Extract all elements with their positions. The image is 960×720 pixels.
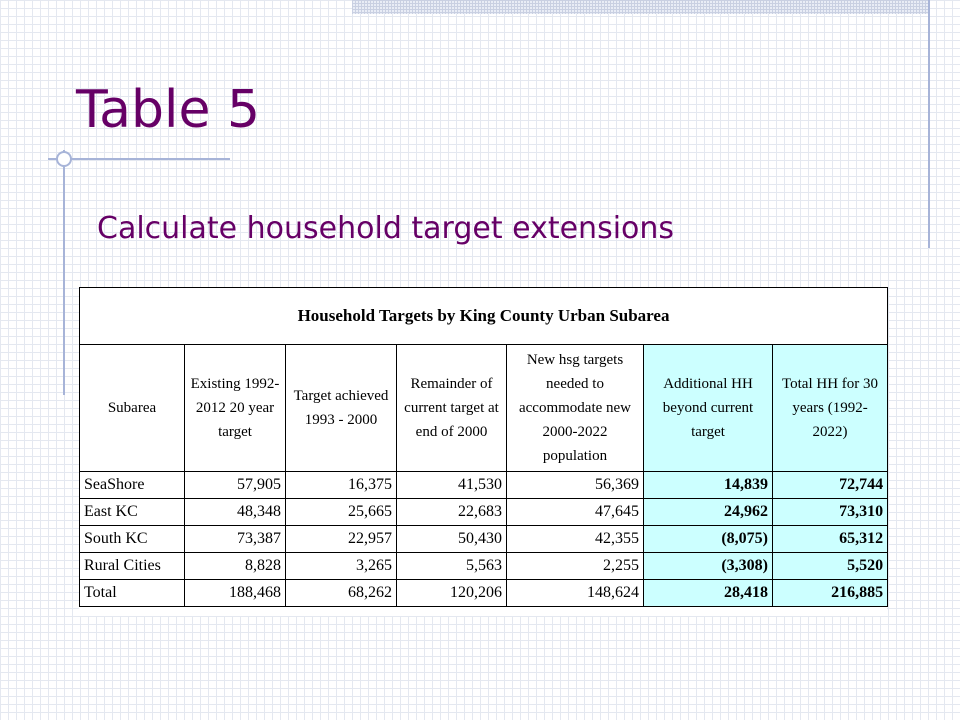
table-row (80, 472, 888, 499)
cell-subarea: Rural Cities (80, 553, 185, 580)
slide-title: Table 5 (76, 80, 261, 140)
cell-total-hh: 72,744 (773, 472, 888, 499)
table-title: Household Targets by King County Urban Subarea (80, 288, 888, 345)
column-header-target-achieved: Target achieved 1993 - 2000 (286, 345, 397, 472)
cell-subarea: South KC (80, 526, 185, 553)
column-header-existing-target: Existing 1992-2012 20 year target (185, 345, 286, 472)
cell-existing-target: 73,387 (185, 526, 286, 553)
table-row-total (80, 580, 888, 607)
cell-target-achieved: 25,665 (286, 499, 397, 526)
column-header-new-targets: New hsg targets needed to accommodate new 2000-2022 population (507, 345, 644, 472)
table-row (80, 553, 888, 580)
cell-remainder: 41,530 (397, 472, 507, 499)
cell-remainder: 22,683 (397, 499, 507, 526)
cell-existing-target: 8,828 (185, 553, 286, 580)
cell-target-achieved: 16,375 (286, 472, 397, 499)
cell-total-hh: 216,885 (773, 580, 888, 607)
cell-subarea: SeaShore (80, 472, 185, 499)
cell-additional-hh: 24,962 (644, 499, 773, 526)
column-header-remainder: Remainder of current target at end of 2000 (397, 345, 507, 472)
cell-additional-hh: (3,308) (644, 553, 773, 580)
decorative-horizontal-line (48, 158, 230, 160)
cell-subarea: Total (80, 580, 185, 607)
column-header-total-hh: Total HH for 30 years (1992-2022) (773, 345, 888, 472)
cell-remainder: 50,430 (397, 526, 507, 553)
cell-target-achieved: 3,265 (286, 553, 397, 580)
column-header-additional-hh: Additional HH beyond current target (644, 345, 773, 472)
cell-target-achieved: 22,957 (286, 526, 397, 553)
cell-new-targets: 2,255 (507, 553, 644, 580)
cell-existing-target: 57,905 (185, 472, 286, 499)
household-targets-table (79, 287, 888, 607)
slide-subtitle: Calculate household target extensions (97, 211, 675, 246)
cell-remainder: 5,563 (397, 553, 507, 580)
cell-new-targets: 148,624 (507, 580, 644, 607)
cell-existing-target: 48,348 (185, 499, 286, 526)
table-header-row (80, 345, 888, 472)
cell-subarea: East KC (80, 499, 185, 526)
decorative-vertical-line-left (63, 150, 65, 395)
cell-additional-hh: 14,839 (644, 472, 773, 499)
cell-new-targets: 56,369 (507, 472, 644, 499)
column-header-subarea: Subarea (80, 345, 185, 472)
table-row (80, 499, 888, 526)
cell-total-hh: 5,520 (773, 553, 888, 580)
cell-total-hh: 73,310 (773, 499, 888, 526)
cell-target-achieved: 68,262 (286, 580, 397, 607)
cell-new-targets: 42,355 (507, 526, 644, 553)
decorative-vertical-line-right (928, 0, 930, 248)
cell-remainder: 120,206 (397, 580, 507, 607)
decorative-ring (56, 151, 72, 167)
cell-new-targets: 47,645 (507, 499, 644, 526)
cell-existing-target: 188,468 (185, 580, 286, 607)
table-row (80, 526, 888, 553)
cell-additional-hh: (8,075) (644, 526, 773, 553)
cell-additional-hh: 28,418 (644, 580, 773, 607)
household-targets-table-container (79, 287, 887, 616)
decorative-top-band (352, 0, 928, 14)
cell-total-hh: 65,312 (773, 526, 888, 553)
